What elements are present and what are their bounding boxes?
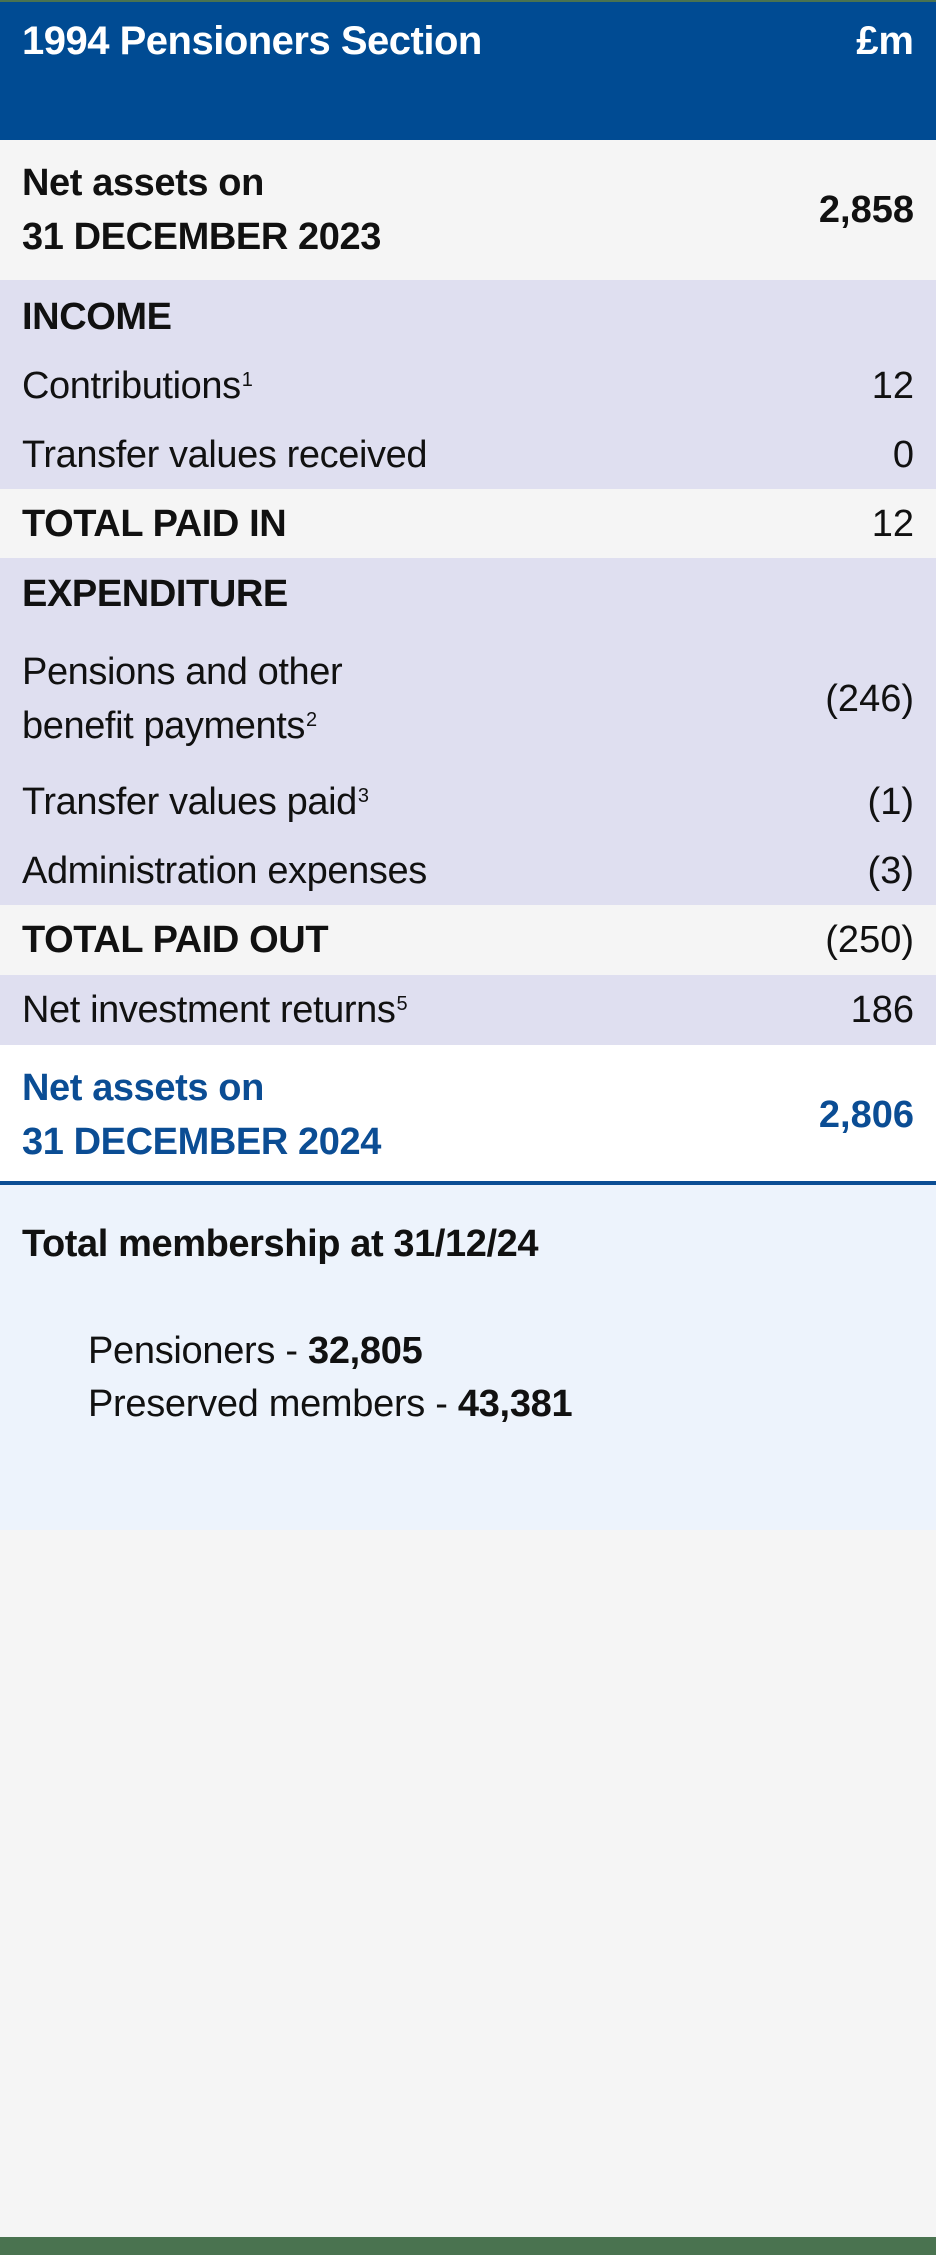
opening-value: 2,858 xyxy=(818,189,914,231)
contributions-label: Contributions xyxy=(22,365,241,407)
pensions-value: (246) xyxy=(825,678,914,720)
closing-label-line1: Net assets on xyxy=(22,1067,264,1109)
investment-returns-row xyxy=(0,975,936,1045)
income-item-label xyxy=(22,359,252,413)
opening-label-line1: Net assets on xyxy=(22,162,264,204)
membership-title: Total membership at 31/12/24 xyxy=(22,1223,539,1265)
pensions-label-text: benefit payments xyxy=(22,705,305,747)
total-paid-out-row xyxy=(0,905,936,975)
membership-box xyxy=(0,1185,936,1530)
transfer-paid-value: (1) xyxy=(867,781,914,823)
total-paid-out-value: (250) xyxy=(825,919,914,961)
opening-net-assets-row xyxy=(0,140,936,280)
income-item-label: Transfer values received xyxy=(22,434,428,476)
income-row xyxy=(0,428,936,482)
transfer-paid-text: Transfer values paid xyxy=(22,781,357,823)
income-heading: INCOME xyxy=(22,296,172,338)
footnote-ref: 5 xyxy=(396,993,408,1015)
preserved-label: Preserved members - xyxy=(88,1383,458,1425)
expenditure-section xyxy=(0,558,936,905)
total-paid-in-label: TOTAL PAID IN xyxy=(22,503,287,545)
membership-line-preserved xyxy=(88,1383,572,1426)
pensioners-count: 32,805 xyxy=(307,1330,423,1372)
footnote-ref: 2 xyxy=(306,709,317,731)
investment-returns-label xyxy=(22,983,407,1037)
investment-returns-text: Net investment returns xyxy=(22,989,396,1031)
income-section xyxy=(0,280,936,489)
total-paid-out-label: TOTAL PAID OUT xyxy=(22,919,329,961)
opening-label-line2: 31 DECEMBER 2023 xyxy=(22,216,381,258)
closing-label-line2: 31 DECEMBER 2024 xyxy=(22,1121,381,1163)
total-paid-in-row xyxy=(0,489,936,558)
pensioners-label: Pensioners - xyxy=(88,1330,308,1372)
closing-net-assets-row xyxy=(0,1045,936,1181)
bottom-bar xyxy=(0,2237,936,2255)
pensions-label-line2 xyxy=(22,699,317,753)
pensions-label-line1: Pensions and other xyxy=(22,651,343,693)
footnote-ref: 3 xyxy=(357,785,369,807)
expenditure-heading: EXPENDITURE xyxy=(22,573,288,615)
admin-expenses-label: Administration expenses xyxy=(22,850,427,892)
transfer-paid-label xyxy=(22,775,369,829)
currency-unit: £m xyxy=(856,19,914,63)
footnote-ref: 1 xyxy=(241,369,253,391)
admin-expenses-value: (3) xyxy=(867,850,914,892)
preserved-count: 43,381 xyxy=(457,1383,573,1425)
investment-returns-value: 186 xyxy=(850,989,914,1031)
section-header xyxy=(0,2,936,140)
total-paid-in-value: 12 xyxy=(871,503,914,545)
section-title: 1994 Pensioners Section xyxy=(22,19,482,63)
income-item-value: 12 xyxy=(871,365,914,407)
closing-value: 2,806 xyxy=(818,1094,914,1136)
income-row xyxy=(0,359,936,413)
income-item-value: 0 xyxy=(892,434,914,476)
membership-line-pensioners xyxy=(88,1330,422,1373)
